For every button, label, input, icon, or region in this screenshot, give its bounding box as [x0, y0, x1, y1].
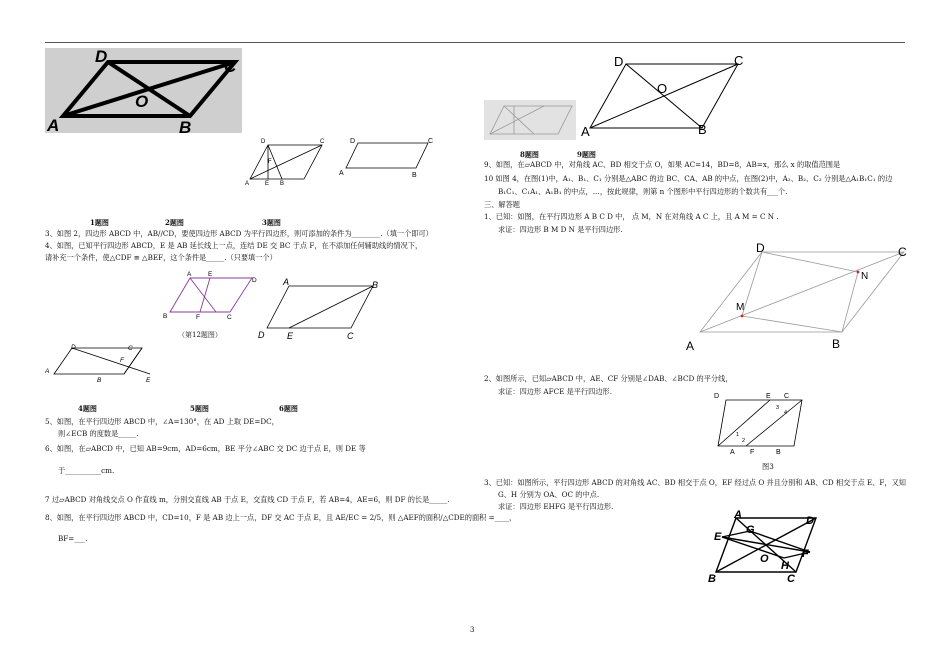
problem-3-line3: 求证：四边形 EHFG 是平行四边形.	[498, 502, 614, 511]
problem-1-line2: 求证：四边形 B M D N 是平行四边形.	[498, 225, 623, 234]
fig12-label-f: F	[196, 314, 200, 321]
fig9-label-c: C	[734, 53, 744, 68]
question-4-line1: 4、如图，已知平行四边形 ABCD，E 是 AB 延长线上一点，连结 DE 交 BC 于点 F，在不添加任何辅助线的情况下，	[45, 241, 423, 250]
fig2-label-f: F	[268, 159, 272, 165]
p3-label-f: F	[802, 548, 809, 560]
figure-9	[580, 52, 780, 144]
figure-8-photo	[484, 100, 576, 140]
question-9: 9、如图，在▱ABCD 中，对角线 AC、BD 相交于点 O，如果 AC=14，BD=8，AB=x，那么 x 的取值范围是	[484, 160, 841, 169]
fig4-label-d: D	[71, 344, 76, 351]
figure-5	[255, 276, 385, 342]
fig5-label-d: D	[258, 330, 265, 340]
fig9-label-o: O	[657, 81, 668, 96]
p1-label-m: M	[736, 302, 745, 313]
p1-label-a: A	[686, 339, 695, 353]
caption-fig8: 8题图	[520, 150, 539, 159]
fig2-label-d: D	[261, 139, 266, 145]
fig1-label-c: C	[224, 57, 237, 76]
problem-3-figure	[700, 506, 824, 586]
p3-label-o: O	[760, 553, 769, 565]
fig9-label-a: A	[581, 124, 590, 139]
p1-label-c: C	[898, 245, 907, 259]
p2-label-f: F	[750, 449, 755, 456]
p2-label-4: 4	[784, 410, 788, 416]
question-5-line1: 5、如图，在平行四边形 ABCD 中，∠A=130°，在 AD 上取 DE=DC，	[45, 417, 279, 426]
p2-label-b: B	[776, 449, 781, 456]
fig5-label-a: A	[283, 277, 290, 287]
question-6-line1: 6、如图，在▱ABCD 中，已知 AB=9cm，AD=6cm，BE 平分∠ABC 交 DC 边于点 E，则 DE 等	[45, 444, 366, 453]
figure-2	[240, 135, 330, 187]
fig12-label-a: A	[187, 271, 192, 278]
caption-fig5: 5题图	[190, 404, 209, 413]
fig3-label-c: C	[428, 138, 434, 145]
p1-label-n: N	[861, 271, 869, 282]
fig12-label-d: D	[252, 277, 257, 284]
p2-label-d: D	[714, 393, 720, 400]
caption-fig2: 2题图	[165, 218, 184, 227]
fig12-label-e: E	[208, 271, 213, 278]
fig1-label-d: D	[95, 48, 108, 66]
problem-2-line2: 求证：四边形 AFCE 是平行四边形.	[498, 387, 613, 396]
fig3-label-a: A	[339, 170, 344, 177]
question-3: 3、如图 2，四边形 ABCD 中，AB//CD，要使四边形 ABCD 为平行四边形，则可添加的条件为________.（填一个即可）	[45, 229, 433, 238]
fig5-label-e: E	[287, 331, 294, 341]
figure-4	[42, 340, 162, 386]
p2-label-3: 3	[776, 405, 780, 411]
fig3-label-b: B	[412, 172, 417, 179]
fig2-label-b: B	[280, 181, 285, 187]
problem-2-line1: 2、如图所示，已知▱ABCD 中，AE、CF 分别是∠DAB、∠BCD 的平分线，	[484, 374, 733, 383]
fig12-label-c: C	[227, 314, 232, 321]
caption-fig4: 4题图	[78, 404, 97, 413]
p2-label-c: C	[784, 393, 790, 400]
fig1-label-a: A	[47, 116, 60, 133]
question-10-line1: 10 如图 4，在图(1)中，A₁、B₁、C₁ 分别是△ABC 的边 BC、CA、AB 的中点，在图(2)中，A₂、B₂、C₂ 分别是△A₁B₁C₁ 的边	[484, 174, 893, 183]
fig2-label-c: C	[320, 139, 325, 145]
p3-label-e: E	[714, 531, 722, 543]
p3-label-a: A	[734, 509, 742, 521]
fig4-label-b: B	[97, 377, 102, 384]
fig1-label-o: O	[135, 92, 149, 111]
problem-3-line2: G、H 分别为 OA、OC 的中点.	[498, 490, 600, 499]
problem-2-figure	[708, 388, 812, 458]
caption-fig3: 3题图	[262, 218, 281, 227]
fig9-label-b: B	[698, 122, 707, 137]
p3-label-g: G	[746, 524, 755, 536]
caption-fig9: 9题图	[577, 150, 596, 159]
fig4-label-f: F	[120, 357, 124, 364]
fig4-label-a: A	[45, 368, 50, 375]
fig3-label-d: D	[350, 138, 356, 145]
figure-12	[160, 268, 260, 324]
fig12-label-b: B	[163, 313, 168, 320]
caption-fig6: 6题图	[279, 404, 298, 413]
p2-label-e: E	[766, 393, 771, 400]
caption-fig-3: 图3	[762, 462, 774, 471]
p3-label-h: H	[781, 560, 789, 572]
question-10-line2: B₁C₁、C₁A₁、A₁B₁ 的中点，…，按此规律，则第 n 个图形中平行四边形的个数共有___个.	[498, 187, 788, 196]
question-5-line2: 则∠ECB 的度数是_____.	[58, 429, 139, 438]
fig4-label-e: E	[146, 377, 151, 384]
page-number: 3	[470, 626, 475, 634]
caption-fig12: （第12题图）	[178, 331, 222, 339]
fig9-label-d: D	[614, 54, 624, 69]
figure-1-photo	[45, 48, 242, 133]
fig2-label-e: E	[265, 181, 270, 187]
problem-1-figure	[682, 238, 914, 356]
fig1-label-b: B	[179, 118, 192, 133]
p1-label-b: B	[832, 337, 841, 351]
p1-label-d: D	[756, 241, 765, 255]
p2-label-1: 1	[736, 432, 740, 438]
p2-label-a: A	[730, 449, 735, 456]
question-8-line1: 8、如图，在平行四边形 ABCD 中，CD=10，F 是 AB 边上一点，DF 交 AC 于点 E，且 AE/EC = 2/5，则 △AEF的面积/△CDE的面积 =____，	[45, 513, 517, 522]
p3-label-c: C	[787, 573, 795, 585]
question-6-line2: 于__________cm.	[58, 466, 115, 475]
caption-fig1: 1题图	[90, 218, 109, 227]
p3-label-b: B	[708, 573, 716, 585]
question-7: 7 过▱ABCD 对角线交点 O 作直线 m，分别交直线 AB 于点 E，交直线 CD 于点 F，若 AB=4，AE=6，则 DF 的长是_____.	[45, 495, 450, 504]
section-heading: 三、解答题	[484, 200, 520, 209]
question-4-line2: 请补充一个条件，使△CDF ≌ △BEF，这个条件是_____.（只要填一个）	[45, 253, 277, 262]
figure-3	[336, 133, 436, 181]
header-rule	[45, 42, 905, 43]
p2-label-2: 2	[742, 438, 746, 444]
fig5-label-c: C	[347, 331, 354, 341]
p3-label-d: D	[806, 515, 814, 527]
problem-1-line1: 1、已知：如图，在平行四边形 A B C D 中， 点 M，N 在对角线 A C 上，且 A M = C N .	[484, 212, 779, 221]
problem-3-line1: 3、已知：如图所示，平行四边形 ABCD 的对角线 AC、BD 相交于点 O，EF 经过点 O 并且分别和 AB、CD 相交于点 E、F，又知	[484, 478, 906, 487]
fig2-label-a: A	[245, 181, 250, 187]
fig4-label-c: C	[128, 345, 133, 352]
question-8-line2: BF=___.	[58, 534, 88, 543]
fig5-label-b: B	[372, 280, 379, 290]
